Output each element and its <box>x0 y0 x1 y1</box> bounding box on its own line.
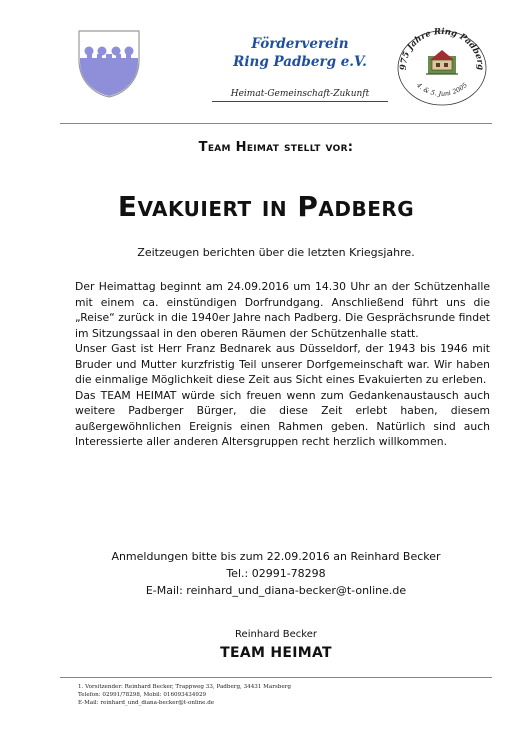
footer <box>78 683 478 707</box>
paragraph-guest: Unser Gast ist Herr Franz Bednarek aus Düsseldorf, der 1943 bis 1946 mit Bruder und Mutter kurzfristig Teil unserer Dorfgemeinschaft war. Wir haben die einmalige Möglichkeit diese Zeit aus Sicht eines Evakuierten zu erleben. <box>75 342 490 386</box>
header-divider <box>60 123 492 124</box>
signature-block <box>60 628 492 664</box>
footer-address: 1. Vorsitzender: Reinhard Becker, Trappweg 33, Padberg, 34431 Marsberg <box>78 684 291 690</box>
tagline-underline <box>212 101 388 102</box>
footer-phone: Telefon: 02991/78298, Mobil: 016093434929 <box>78 692 207 698</box>
contact-email: E-Mail: reinhard_und_diana-becker@t-online.de <box>145 584 407 597</box>
letterhead <box>0 0 531 125</box>
footer-email: E-Mail: reinhard_und_diana-becker@t-online.de <box>78 700 215 706</box>
subtitle: Zeitzeugen berichten über die letzten Kriegsjahre. <box>137 246 415 259</box>
body-text <box>75 279 490 450</box>
footer-divider <box>60 677 492 678</box>
anniversary-seal-icon <box>392 26 492 106</box>
registration-deadline: Anmeldungen bitte bis zum 22.09.2016 an Reinhard Becker <box>111 550 441 563</box>
page-title: Evakuiert in Padberg <box>117 190 415 223</box>
coat-of-arms-icon <box>78 30 140 98</box>
contact-block <box>60 548 492 599</box>
paragraph-event-details: Der Heimattag beginnt am 24.09.2016 um 14.30 Uhr an der Schützenhalle mit einem ca. einstündigen Dorfrundgang. Anschließend führt uns die „Reise“ zurück in die 1940er Jahre nach Padberg. Die Gesprächsrunde findet im Sitzungssaal in den oberen Räumen der Schützenhalle statt. <box>75 280 490 340</box>
paragraph-invitation: Das TEAM HEIMAT würde sich freuen wenn zum Gedankenaustausch auch weitere Padberger Bürger, die diese Zeit erlebt haben, diesem außergewöhnlichen Ereignis einen Rahmen geben. Natürlich sind auch Interessierte aller anderen Altersgruppen recht herzlich willkommen. <box>75 388 490 448</box>
signature-name: Reinhard Becker <box>235 629 317 640</box>
signature-team: TEAM HEIMAT <box>220 645 332 661</box>
seal-text-bottom: 4. & 5. Juni 2005 <box>415 81 469 98</box>
tagline: Heimat-Gemeinschaft-Zukunft <box>230 89 370 99</box>
contact-phone: Tel.: 02991-78298 <box>226 567 326 580</box>
org-name-line2: Ring Padberg e.V. <box>233 54 367 70</box>
seal-text-top: 975 Jahre Ring Padberg <box>398 26 486 71</box>
org-name-line1: Förderverein <box>251 36 349 52</box>
intro-heading: Team Heimat stellt vor: <box>198 140 354 155</box>
organization-name <box>205 35 395 71</box>
